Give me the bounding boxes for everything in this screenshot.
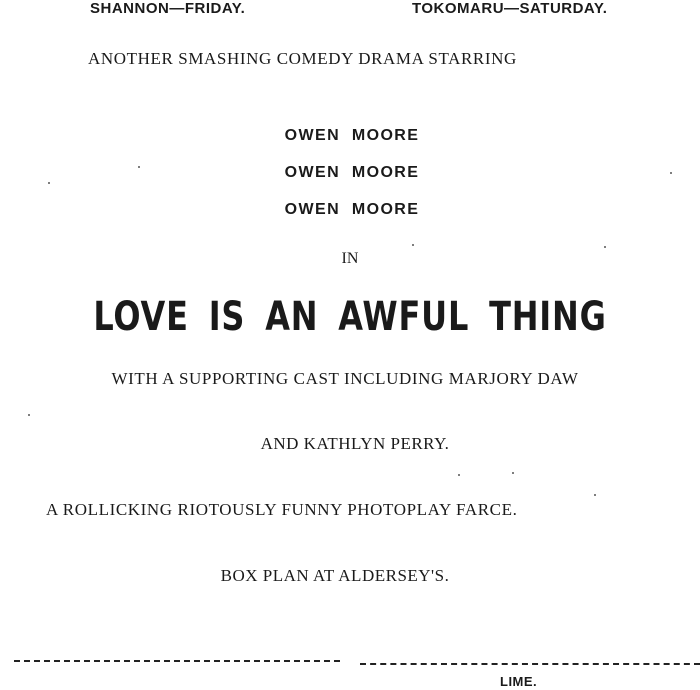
in-connector: IN	[341, 250, 359, 267]
print-speck	[594, 494, 596, 496]
header-left-venue: SHANNON—FRIDAY.	[90, 0, 246, 17]
box-plan-line: BOX PLAN AT ALDERSEY'S.	[220, 566, 450, 585]
print-speck	[28, 414, 30, 416]
supporting-cast-line-2: AND KATHLYN PERRY.	[260, 434, 450, 453]
intro-line: ANOTHER SMASHING COMEDY DRAMA STARRING	[88, 49, 517, 68]
header-right-venue: TOKOMARU—SATURDAY.	[412, 0, 608, 17]
star-name-line: OWEN MOORE	[284, 127, 420, 144]
film-title: LOVE IS AN AWFUL THING	[93, 294, 607, 340]
print-speck	[458, 474, 460, 476]
next-ad-heading: LIME.	[500, 674, 538, 689]
tagline: A ROLLICKING RIOTOUSLY FUNNY PHOTOPLAY FARCE.	[46, 500, 518, 519]
star-name-line: OWEN MOORE	[284, 164, 420, 181]
column-divider-right	[360, 663, 700, 665]
print-speck	[670, 172, 672, 174]
print-speck	[512, 472, 514, 474]
print-speck	[138, 166, 140, 168]
print-speck	[48, 182, 50, 184]
star-name-line: OWEN MOORE	[284, 201, 420, 218]
print-speck	[604, 246, 606, 248]
print-speck	[412, 244, 414, 246]
supporting-cast-line: WITH A SUPPORTING CAST INCLUDING MARJORY DAW	[111, 369, 579, 388]
column-divider-left	[14, 660, 340, 662]
